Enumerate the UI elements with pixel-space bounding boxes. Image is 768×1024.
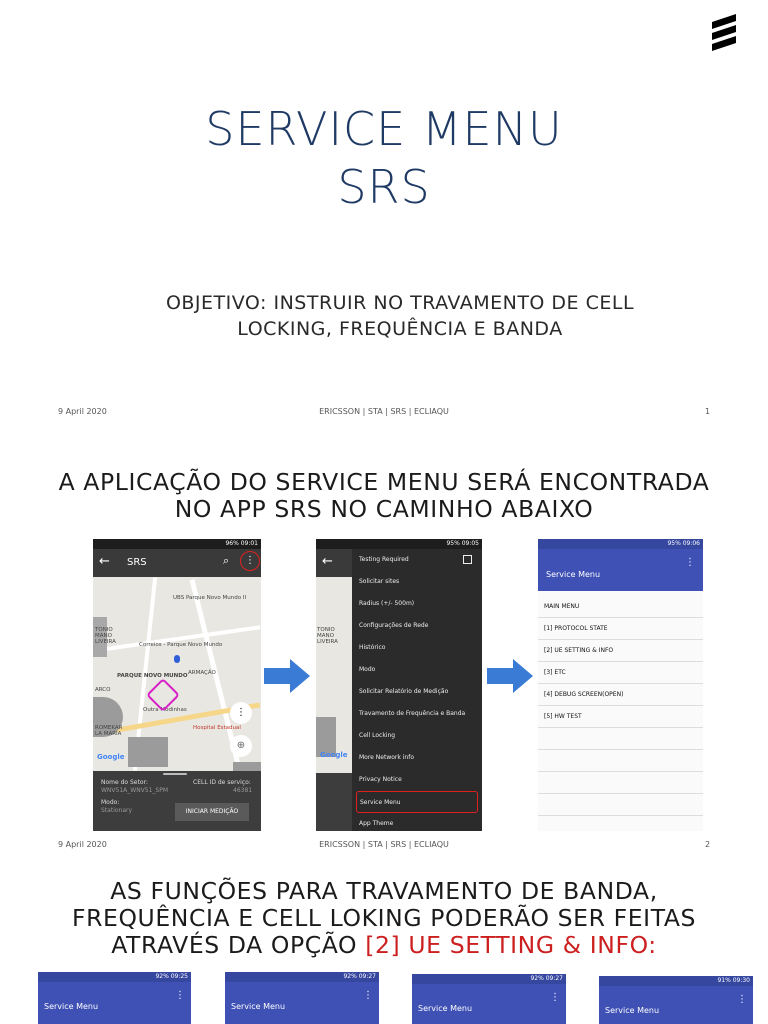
phone-thumbnail <box>412 974 566 1024</box>
footer-date: 9 April 2020 <box>58 407 107 416</box>
back-arrow-icon[interactable]: ← <box>99 554 110 569</box>
status-bar: 92% 09:27 <box>412 974 566 984</box>
app-bar <box>38 982 191 1024</box>
app-title: Service Menu <box>418 1004 473 1013</box>
google-logo: Google <box>97 753 125 761</box>
menu-item-cell-locking[interactable]: Cell Locking <box>359 732 396 739</box>
map-label: UBS Parque Novo Mundo II <box>173 595 247 601</box>
map-view <box>316 577 352 831</box>
heading-highlight: [2] UE SETTING & INFO: <box>365 931 657 959</box>
phone-thumbnail <box>599 976 753 1024</box>
sector-value: WNV51A_WNV51_SPM <box>101 787 169 794</box>
app-bar <box>93 549 261 577</box>
app-title: Service Menu <box>231 1002 286 1011</box>
info-panel <box>93 771 261 831</box>
more-options-icon[interactable]: ⋮ <box>737 994 747 1005</box>
map-label: Outra Modinhas <box>143 707 187 713</box>
app-bar <box>225 982 379 1024</box>
map-label: PARQUE NOVO MUNDO <box>117 673 188 679</box>
options-menu <box>352 549 482 831</box>
status-bar: 95% 09:06 <box>538 539 703 549</box>
menu-item-solicitar-sites[interactable]: Solicitar sites <box>359 578 400 585</box>
status-bar: 92% 09:25 <box>38 972 191 982</box>
more-options-icon[interactable]: ⋮ <box>175 990 185 1001</box>
slide2-heading-line-1: A APLICAÇÃO DO SERVICE MENU SERÁ ENCONTRADA <box>58 468 710 496</box>
menu-item-service-menu[interactable]: Service Menu <box>356 791 478 813</box>
slide3-heading-line-3 <box>0 932 768 959</box>
menu-item-privacy-notice[interactable]: Privacy Notice <box>359 776 402 783</box>
google-logo: Google <box>320 751 348 759</box>
map-label: TONIO MANO LIVEIRA <box>317 627 338 645</box>
menu-item-relatorio-medicao[interactable]: Solicitar Relatório de Medição <box>359 688 449 695</box>
list-item-ue-setting-info[interactable]: [2] UE SETTING & INFO <box>538 640 703 662</box>
map-label: ROMEKAR LA MARIA <box>95 725 123 737</box>
checkbox[interactable] <box>463 555 472 564</box>
app-bar <box>316 549 352 577</box>
footer-center: ERICSSON | STA | SRS | ECLIAQU <box>319 407 449 416</box>
footer-date: 9 April 2020 <box>58 840 107 849</box>
arrow-right-icon <box>487 659 533 693</box>
arrow-right-icon <box>264 659 310 693</box>
menu-item-configuracoes-rede[interactable]: Configurações de Rede <box>359 622 429 629</box>
sector-label: Nome do Setor: <box>101 779 148 786</box>
mode-value: Stationary <box>101 807 133 814</box>
mode-label: Modo: <box>101 799 120 806</box>
menu-item-label: Testing Required <box>359 556 409 563</box>
footer-page: 2 <box>705 840 711 849</box>
cell-id-label: CELL ID de serviço: <box>193 779 251 786</box>
slide2-heading-line-2: NO APP SRS NO CAMINHO ABAIXO <box>174 495 594 523</box>
phone-thumbnail <box>225 972 379 1024</box>
app-bar <box>599 986 753 1024</box>
app-title: Service Menu <box>546 570 601 579</box>
phone-screenshot-srs-map <box>93 539 261 831</box>
map-label: TONIO MANO LIVEIRA <box>95 627 116 645</box>
app-title: Service Menu <box>44 1002 99 1011</box>
more-options-icon[interactable]: ⋮ <box>685 557 695 568</box>
status-bar: 92% 09:27 <box>225 972 379 982</box>
map-label: Hospital Estadual <box>193 725 241 731</box>
menu-item-app-theme[interactable]: App Theme <box>359 820 394 827</box>
map-label: Correios - Parque Novo Mundo <box>139 642 223 648</box>
menu-item-testing-required[interactable] <box>352 549 482 571</box>
menu-item-historico[interactable]: Histórico <box>359 644 386 651</box>
map-label: ARMAÇÃO <box>188 670 216 676</box>
heading-text: ATRAVÉS DA OPÇÃO <box>111 931 366 959</box>
phone-thumbnail <box>38 972 191 1024</box>
my-location-icon[interactable]: ⊕ <box>230 735 252 757</box>
more-options-icon[interactable]: ⋮ <box>240 551 260 571</box>
service-menu-list <box>538 596 703 831</box>
app-bar <box>412 984 566 1024</box>
slide3-heading-line-1: AS FUNÇÕES PARA TRAVAMENTO DE BANDA, <box>110 877 658 905</box>
status-bar: 91% 09:30 <box>599 976 753 986</box>
app-title: SRS <box>127 557 147 568</box>
more-options-icon[interactable]: ⋮ <box>363 990 373 1001</box>
slide-title-app: SRS <box>337 160 431 214</box>
subtitle-line-1: OBJETIVO: INSTRUIR NO TRAVAMENTO DE CELL <box>165 292 635 314</box>
menu-item-travamento-frequencia-banda[interactable]: Travamento de Frequência e Banda <box>359 710 466 717</box>
app-bar <box>538 549 703 591</box>
phone-screenshot-service-menu <box>538 539 703 831</box>
app-title: Service Menu <box>605 1006 660 1015</box>
status-bar: 95% 09:05 <box>316 539 482 549</box>
list-item-etc[interactable]: [3] ETC <box>538 662 703 684</box>
back-arrow-icon[interactable]: ← <box>322 554 333 569</box>
more-options-icon[interactable]: ⋮ <box>230 702 252 724</box>
map-label: ARCO <box>95 687 111 693</box>
footer-page: 1 <box>705 407 711 416</box>
start-measurement-button[interactable]: INICIAR MEDIÇÃO <box>175 803 249 821</box>
menu-item-more-network-info[interactable]: More Network info <box>359 754 414 761</box>
drag-handle[interactable] <box>163 773 187 775</box>
subtitle-line-2: LOCKING, FREQUÊNCIA E BANDA <box>237 318 563 340</box>
list-item-protocol-state[interactable]: [1] PROTOCOL STATE <box>538 618 703 640</box>
cell-id-value: 46381 <box>233 787 253 794</box>
slide3-heading-line-2: FREQUÊNCIA E CELL LOKING PODERÃO SER FEITAS <box>71 904 697 932</box>
slide-title: SERVICE MENU <box>205 102 563 156</box>
list-item-hw-test[interactable]: [5] HW TEST <box>538 706 703 728</box>
map-view[interactable] <box>93 577 261 771</box>
list-item-debug-screen[interactable]: [4] DEBUG SCREEN(OPEN) <box>538 684 703 706</box>
search-icon[interactable]: ⌕ <box>223 554 230 567</box>
list-item-main-menu[interactable]: MAIN MENU <box>538 596 703 618</box>
phone-screenshot-options-menu <box>316 539 482 831</box>
menu-item-radius[interactable]: Radius (+/- 500m) <box>359 600 415 607</box>
menu-item-modo[interactable]: Modo <box>359 666 376 673</box>
footer-center: ERICSSON | STA | SRS | ECLIAQU <box>319 840 449 849</box>
status-bar: 96% 09:01 <box>93 539 261 549</box>
more-options-icon[interactable]: ⋮ <box>550 992 560 1003</box>
location-pin-icon <box>174 655 180 663</box>
ericsson-logo <box>706 12 742 52</box>
